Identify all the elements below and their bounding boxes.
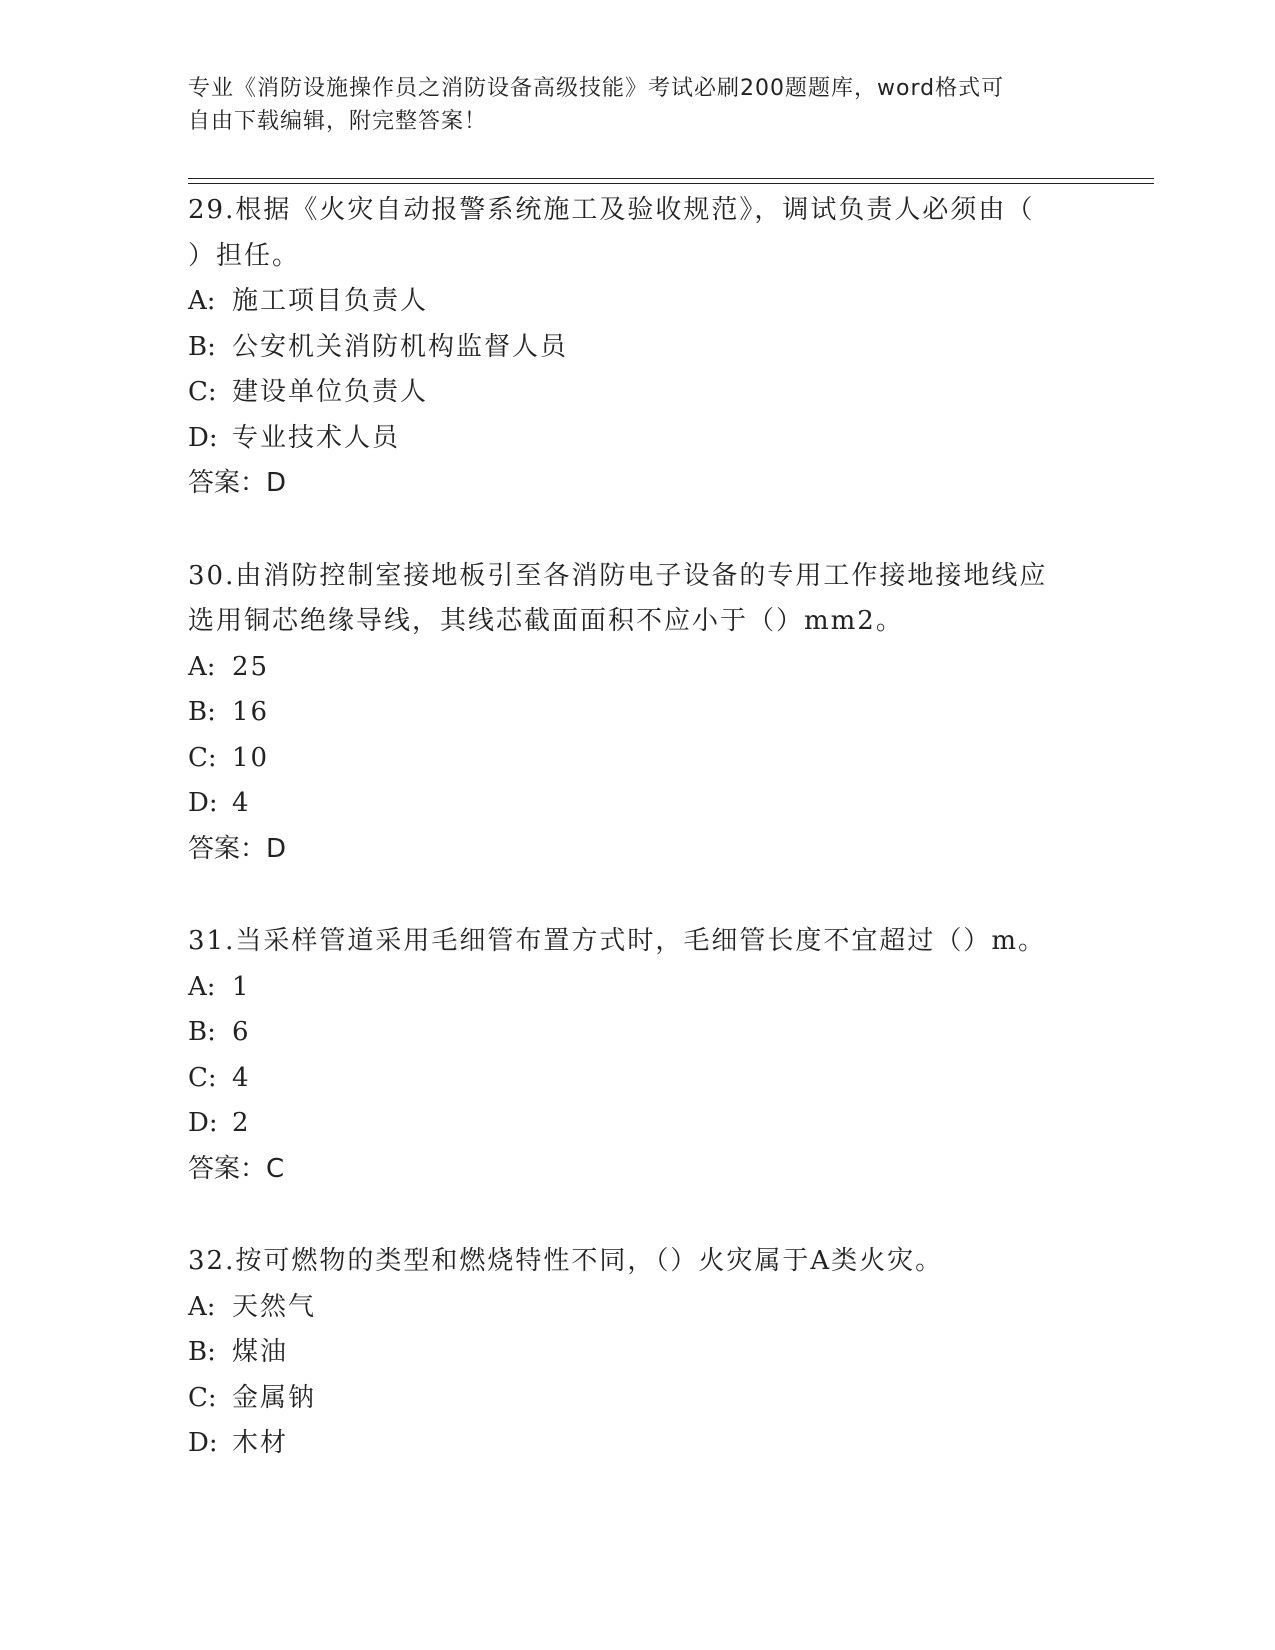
option-text: 2 — [232, 1108, 251, 1138]
header-line-1: 专业《消防设施操作员之消防设备高级技能》考试必刷200题题库，word格式可 — [188, 76, 1005, 101]
option-d — [188, 416, 1088, 462]
question-stem-line-1: 29.根据《火灾自动报警系统施工及验收规范》，调试负责人必须由（ — [188, 195, 1035, 225]
answer-line: 答案：D — [188, 833, 287, 864]
header-divider-bottom — [188, 183, 1154, 184]
option-d — [188, 1421, 1088, 1467]
option-text: 金属钠 — [232, 1382, 317, 1413]
option-text: 天然气 — [232, 1291, 317, 1322]
option-text: 25 — [232, 651, 270, 682]
option-key: A: — [188, 651, 216, 682]
question-stem — [188, 554, 1088, 645]
question-30 — [188, 554, 1088, 873]
answer-line: 答案：C — [188, 1153, 285, 1184]
option-key: C: — [188, 742, 217, 773]
question-stem — [188, 1239, 1088, 1285]
question-stem-line-2: ）担任。 — [188, 240, 301, 271]
question-29 — [188, 188, 1088, 507]
question-31 — [188, 919, 1088, 1192]
option-text: 6 — [232, 1017, 251, 1047]
header-divider-top — [188, 178, 1154, 179]
option-c — [188, 1056, 1088, 1102]
option-key: B: — [188, 697, 216, 727]
question-stem — [188, 188, 1088, 279]
option-key: B: — [188, 1017, 216, 1047]
option-b — [188, 1010, 1088, 1056]
option-b — [188, 690, 1088, 736]
option-key: D: — [188, 1428, 218, 1458]
option-text: 4 — [232, 1062, 251, 1093]
document-header — [188, 72, 1088, 138]
option-key: A: — [188, 971, 216, 1002]
question-32 — [188, 1239, 1088, 1467]
option-key: A: — [188, 1291, 216, 1322]
option-key: A: — [188, 286, 216, 316]
option-a — [188, 965, 1088, 1011]
option-c — [188, 1376, 1088, 1422]
header-line-2: 自由下载编辑，附完整答案！ — [188, 109, 488, 134]
question-stem-line-1: 32.按可燃物的类型和燃烧特性不同，（）火灾属于A类火灾。 — [188, 1246, 944, 1276]
option-text: 10 — [232, 742, 270, 773]
option-key: B: — [188, 331, 216, 362]
question-stem-line-1: 31.当采样管道采用毛细管布置方式时，毛细管长度不宜超过（）m。 — [188, 926, 1047, 956]
question-stem — [188, 919, 1088, 965]
option-key: C: — [188, 377, 217, 407]
option-a — [188, 645, 1088, 691]
option-a — [188, 1285, 1088, 1331]
question-list — [188, 188, 1088, 1467]
option-text: 煤油 — [232, 1337, 289, 1367]
option-d — [188, 1101, 1088, 1147]
option-text: 1 — [232, 971, 251, 1002]
option-key: D: — [188, 788, 218, 818]
answer-line: 答案：D — [188, 468, 287, 498]
option-text: 木材 — [232, 1428, 289, 1458]
option-key: C: — [188, 1382, 217, 1413]
option-d — [188, 781, 1088, 827]
option-b — [188, 325, 1088, 371]
option-text: 4 — [232, 788, 251, 818]
option-key: C: — [188, 1062, 217, 1093]
question-stem-line-1: 30.由消防控制室接地板引至各消防电子设备的专用工作接地接地线应 — [188, 560, 1048, 591]
option-text: 施工项目负责人 — [232, 286, 429, 316]
option-c — [188, 736, 1088, 782]
option-a — [188, 279, 1088, 325]
option-c — [188, 370, 1088, 416]
option-text: 建设单位负责人 — [232, 377, 429, 407]
option-text: 16 — [232, 697, 270, 727]
option-key: D: — [188, 422, 218, 453]
option-key: D: — [188, 1108, 218, 1138]
option-key: B: — [188, 1337, 216, 1367]
option-text: 专业技术人员 — [232, 422, 401, 453]
option-b — [188, 1330, 1088, 1376]
question-stem-line-2: 选用铜芯绝缘导线，其线芯截面面积不应小于（）mm2。 — [188, 606, 904, 636]
option-text: 公安机关消防机构监督人员 — [232, 331, 569, 362]
